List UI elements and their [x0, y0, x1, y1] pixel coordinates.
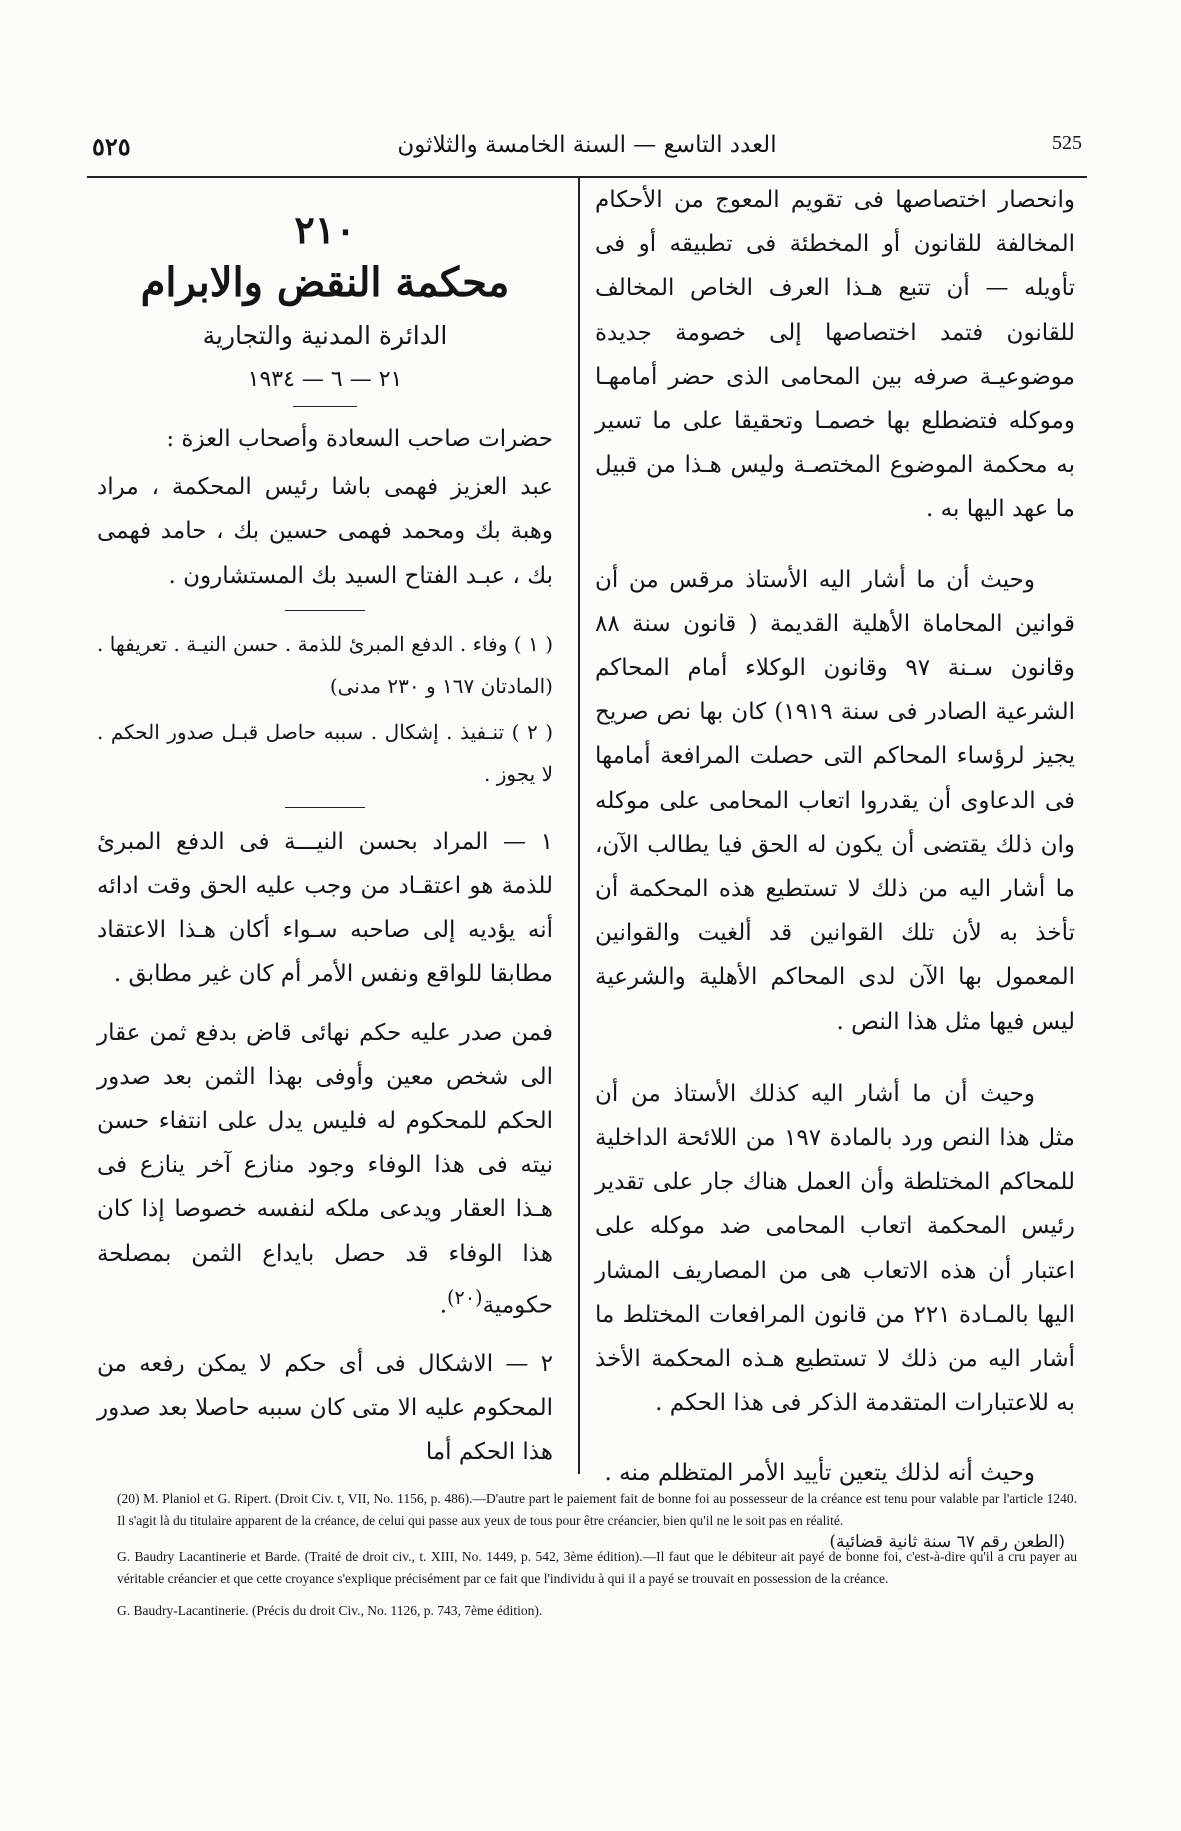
case-citation: (الطعن رقم ٦٧ سنة ثانية قضائية)	[829, 1531, 1065, 1552]
running-title: العدد التاسع — السنة الخامسة والثلاثون	[397, 132, 777, 158]
court-name: محكمة النقض والابرام	[140, 259, 510, 306]
paragraph: وحيث أنه لذلك يتعين تأييد الأمر المتظلم منه .	[604, 1460, 1035, 1487]
page-number-arabic: ٥٢٥	[92, 132, 131, 161]
left-column	[97, 178, 553, 1474]
footnote: G. Baudry Lacantinerie et Barde. (Traité de droit civ., t. XIII, No. 1449, p. 542, 3ème édition).—Il faut que le débiteur ait payé de bonne foi, c'est-à-dire qu'il a cru payer au véritable créancier et que cette croyance s'explique précisément par ce fait que l'individu à qui il a payé se trouvait en possession de la créance.	[117, 1549, 1077, 1586]
footnote: G. Baudry-Lacantinerie. (Précis du droit Civ., No. 1126, p. 743, 7ème édition).	[117, 1603, 543, 1618]
paragraph: وانحصار اختصاصها فى تقويم المعوج من الأحكام المخالفة للقانون أو المخطئة فى تطبيقه أو فى تأويله — أن تتبع هـذا العرف الخاص المخالف للقانون فتمد اختصاصها إلى خصومة جديدة موضوعيـة صرفه بين المحامى الذى حضر أمامهـا وموكله فتضطلع بها خصمـا وتحقيقا على ما تسير به محكمة الموضوع المختصـة وليس هـذا من قبيل ما عهد اليها به .	[595, 187, 1075, 523]
right-column	[595, 178, 1075, 1564]
decision-date: ٢١ — ٦ — ١٩٣٤	[247, 367, 403, 392]
bench-members: عبد العزيز فهمى باشا رئيس المحكمة ، مراد وهبة بك ومحمد فهمى حسين بك ، حامد فهمى بك ، عبـد الفتاح السيد بك المستشارون .	[97, 474, 553, 589]
page-number-latin: 525	[1052, 132, 1082, 154]
division-name: الدائرة المدنية والتجارية	[202, 321, 448, 350]
paragraph: وحيث أن ما أشار اليه الأستاذ مرقس من أن قوانين المحاماة الأهلية القديمة ( قانون سنة ٨٨ وقانون سـنة ٩٧ وقانون الوكلاء أمام المحاكم الشرعية الصادر فى سنة ١٩١٩) كان بها نص صريح يجيز لرؤساء المحاكم التى حصلت المرافعة أمامها فى الدعاوى أن يقدروا اتعاب المحامى على موكله وان ذلك يقتضى أن يكون له الحق فيا يطالب الآن، ما أشار اليه من ذلك لا تستطيع هذه المحكمة أن تأخذ به لأن تلك القوانين قد ألغيت والقوانين المعمول بها الآن لدى المحاكم الأهلية والشرعية ليس فيها مثل هذا النص .	[595, 566, 1076, 1035]
divider	[285, 807, 365, 808]
summary-paragraph-1: ١ — المراد بحسن النيـــة فى الدفع المبرئ للذمة هو اعتقـاد من وجب عليه الحق وقت ادائه أنه يؤديه إلى صاحبه سـواء أكان هـذا الاعتقاد مطابقا للواقع ونفس الأمر أم كان غير مطابق .	[97, 828, 553, 988]
divider	[285, 610, 365, 611]
summary-paragraph-3: ٢ — الاشكال فى أى حكم لا يمكن رفعه من المحكوم عليه الا متى كان سببه حاصلا بعد صدور هذا الحكم أما	[97, 1350, 553, 1466]
headnote-1: ( ١ ) وفاء . الدفع المبرئ للذمة . حسن النيـة . تعريفها . (المادتان ١٦٧ و ٢٣٠ مدنى)	[97, 631, 553, 698]
footnote: (20) M. Planiol et G. Ripert. (Droit Civ. t, VII, No. 1156, p. 486).—D'autre part le paiement fait de bonne foi au possesseur de la créance est tenu pour valable par l'article 1240. Il s'agit là du titulaire apparent de la créance, de celui qui passe aux yeux de tous pour être créancier, bien qu'il ne le soit pas en réalité.	[117, 1491, 1077, 1528]
case-number: ٢١٠	[294, 207, 356, 252]
page-header	[92, 132, 1082, 172]
divider	[293, 406, 357, 407]
summary-paragraph-2: فمن صدر عليه حكم نهائى قاض بدفع ثمن عقار الى شخص معين وأوفى بهذا الثمن بعد صدور الحكم للمحكوم له فليس يدل على انتفاء حسن نيته فى هذا الوفاء وجود منازع آخر ينازع فى هـذا العقار ويدعى ملكه لنفسه خصوصا إذا كان هذا الوفاء قد حصل بايداع الثمن بمصلحة حكومية$^{(٢٠)}$.	[97, 1019, 553, 1319]
bench-intro: حضرات صاحب السعادة وأصحاب العزة :	[166, 426, 553, 452]
footnote-ref: (٢٠)	[447, 1285, 483, 1309]
paragraph: وحيث أن ما أشار اليه كذلك الأستاذ من أن مثل هذا النص ورد بالمادة ١٩٧ من اللائحة الداخلية للمحاكم المختلطة وأن العمل هناك جار على تقدير رئيس المحكمة اتعاب المحامى ضد موكله على اعتبار أن هذه الاتعاب هى من المصاريف المشار اليها بالمـادة ٢٢١ من قانون المرافعات المختلط ما أشار اليه من ذلك لا تستطيع هـذه المحكمة الأخذ به للاعتبارات المتقدمة الذكر فى هذا الحكم .	[595, 1080, 1075, 1417]
column-divider	[578, 178, 580, 1474]
headnote-2: ( ٢ ) تنـفيذ . إشكال . سببه حاصل قبـل صدور الحكم . لا يجوز .	[97, 719, 553, 786]
footnotes	[117, 1488, 1077, 1632]
